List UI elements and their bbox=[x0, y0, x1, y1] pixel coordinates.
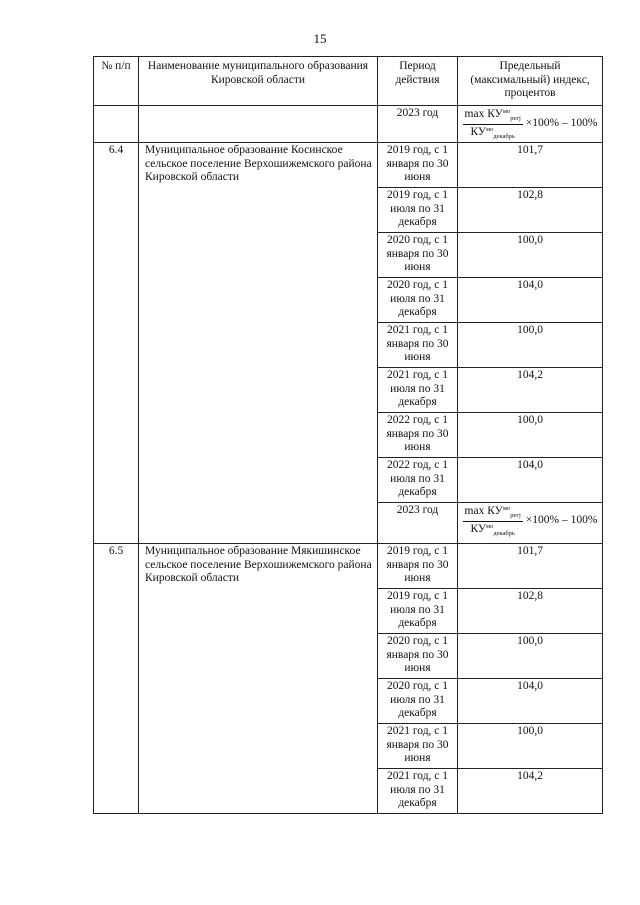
index-value: 101,7 bbox=[458, 544, 603, 589]
carryover-row bbox=[94, 106, 603, 143]
formula-num-text: max КУ bbox=[464, 108, 503, 120]
municipality-name: Муниципальное образование Мякишинское сельское поселение Верхошижемского района Кировской области bbox=[139, 544, 378, 814]
formula-num-sub: регj bbox=[510, 512, 521, 519]
formula-numerator bbox=[463, 108, 523, 125]
group-number: 6.4 bbox=[94, 143, 139, 544]
table-row bbox=[94, 143, 603, 188]
formula-num-text: max КУ bbox=[464, 505, 503, 517]
index-value: 102,8 bbox=[458, 188, 603, 233]
index-value: 100,0 bbox=[458, 634, 603, 679]
period-cell: 2019 год, с 1 июля по 31 декабря bbox=[378, 188, 458, 233]
index-value: 102,8 bbox=[458, 589, 603, 634]
index-value: 100,0 bbox=[458, 233, 603, 278]
formula bbox=[463, 108, 598, 140]
table-row bbox=[94, 544, 603, 589]
header-period: Период действия bbox=[378, 57, 458, 106]
formula-den-sup: мо bbox=[486, 125, 494, 133]
page-number: 15 bbox=[313, 31, 327, 46]
formula-den-text: КУ bbox=[470, 522, 487, 535]
period-cell: 2019 год, с 1 января по 30 июня bbox=[378, 143, 458, 188]
period-cell: 2019 год, с 1 января по 30 июня bbox=[378, 544, 458, 589]
period-cell: 2020 год, с 1 июля по 31 декабря bbox=[378, 278, 458, 323]
index-value: 104,2 bbox=[458, 368, 603, 413]
index-value: 101,7 bbox=[458, 143, 603, 188]
period-cell: 2022 год, с 1 июля по 31 декабря bbox=[378, 458, 458, 503]
formula-den-text: КУ bbox=[470, 125, 487, 138]
period-cell: 2021 год, с 1 июля по 31 декабря bbox=[378, 769, 458, 814]
period-cell: 2023 год bbox=[378, 106, 458, 143]
index-value: 104,0 bbox=[458, 458, 603, 503]
formula-den-sub: декабрь bbox=[493, 132, 515, 140]
formula-tail: ×100% – 100% bbox=[525, 117, 598, 130]
formula-num-sup: мо bbox=[502, 505, 511, 512]
formula bbox=[463, 505, 598, 537]
period-cell: 2023 год bbox=[378, 503, 458, 544]
period-cell: 2021 год, с 1 июля по 31 декабря bbox=[378, 368, 458, 413]
header-index: Предельный (максимальный) индекс, процентов bbox=[458, 57, 603, 106]
period-cell: 2019 год, с 1 июля по 31 декабря bbox=[378, 589, 458, 634]
index-value: 100,0 bbox=[458, 323, 603, 368]
formula-denominator bbox=[468, 522, 516, 538]
period-cell: 2021 год, с 1 января по 30 июня bbox=[378, 323, 458, 368]
index-value: 100,0 bbox=[458, 724, 603, 769]
period-cell: 2020 год, с 1 января по 30 июня bbox=[378, 634, 458, 679]
index-value: 104,0 bbox=[458, 278, 603, 323]
formula-num-sub: регj bbox=[510, 115, 521, 122]
period-cell: 2021 год, с 1 января по 30 июня bbox=[378, 724, 458, 769]
formula-numerator bbox=[463, 505, 523, 522]
table-header-row bbox=[94, 57, 603, 106]
municipality-name: Муниципальное образование Косинское сельское поселение Верхошижемского района Кировской области bbox=[139, 143, 378, 544]
formula-fraction bbox=[463, 505, 523, 537]
period-cell: 2020 год, с 1 января по 30 июня bbox=[378, 233, 458, 278]
index-value: 104,2 bbox=[458, 769, 603, 814]
index-value: 104,0 bbox=[458, 679, 603, 724]
formula-cell bbox=[458, 106, 603, 143]
formula-tail: ×100% – 100% bbox=[525, 514, 598, 527]
period-cell: 2020 год, с 1 июля по 31 декабря bbox=[378, 679, 458, 724]
formula-denominator bbox=[468, 125, 516, 141]
formula-den-sup: мо bbox=[486, 522, 494, 530]
formula-num-sup: мо bbox=[502, 108, 511, 115]
header-num: № п/п bbox=[94, 57, 139, 106]
formula-cell bbox=[458, 503, 603, 544]
index-value: 100,0 bbox=[458, 413, 603, 458]
formula-den-sub: декабрь bbox=[493, 529, 515, 537]
period-cell: 2022 год, с 1 января по 30 июня bbox=[378, 413, 458, 458]
tariff-index-table bbox=[93, 56, 603, 814]
group-number: 6.5 bbox=[94, 544, 139, 814]
formula-fraction bbox=[463, 108, 523, 140]
header-name: Наименование муниципального образования Кировской области bbox=[139, 57, 378, 106]
